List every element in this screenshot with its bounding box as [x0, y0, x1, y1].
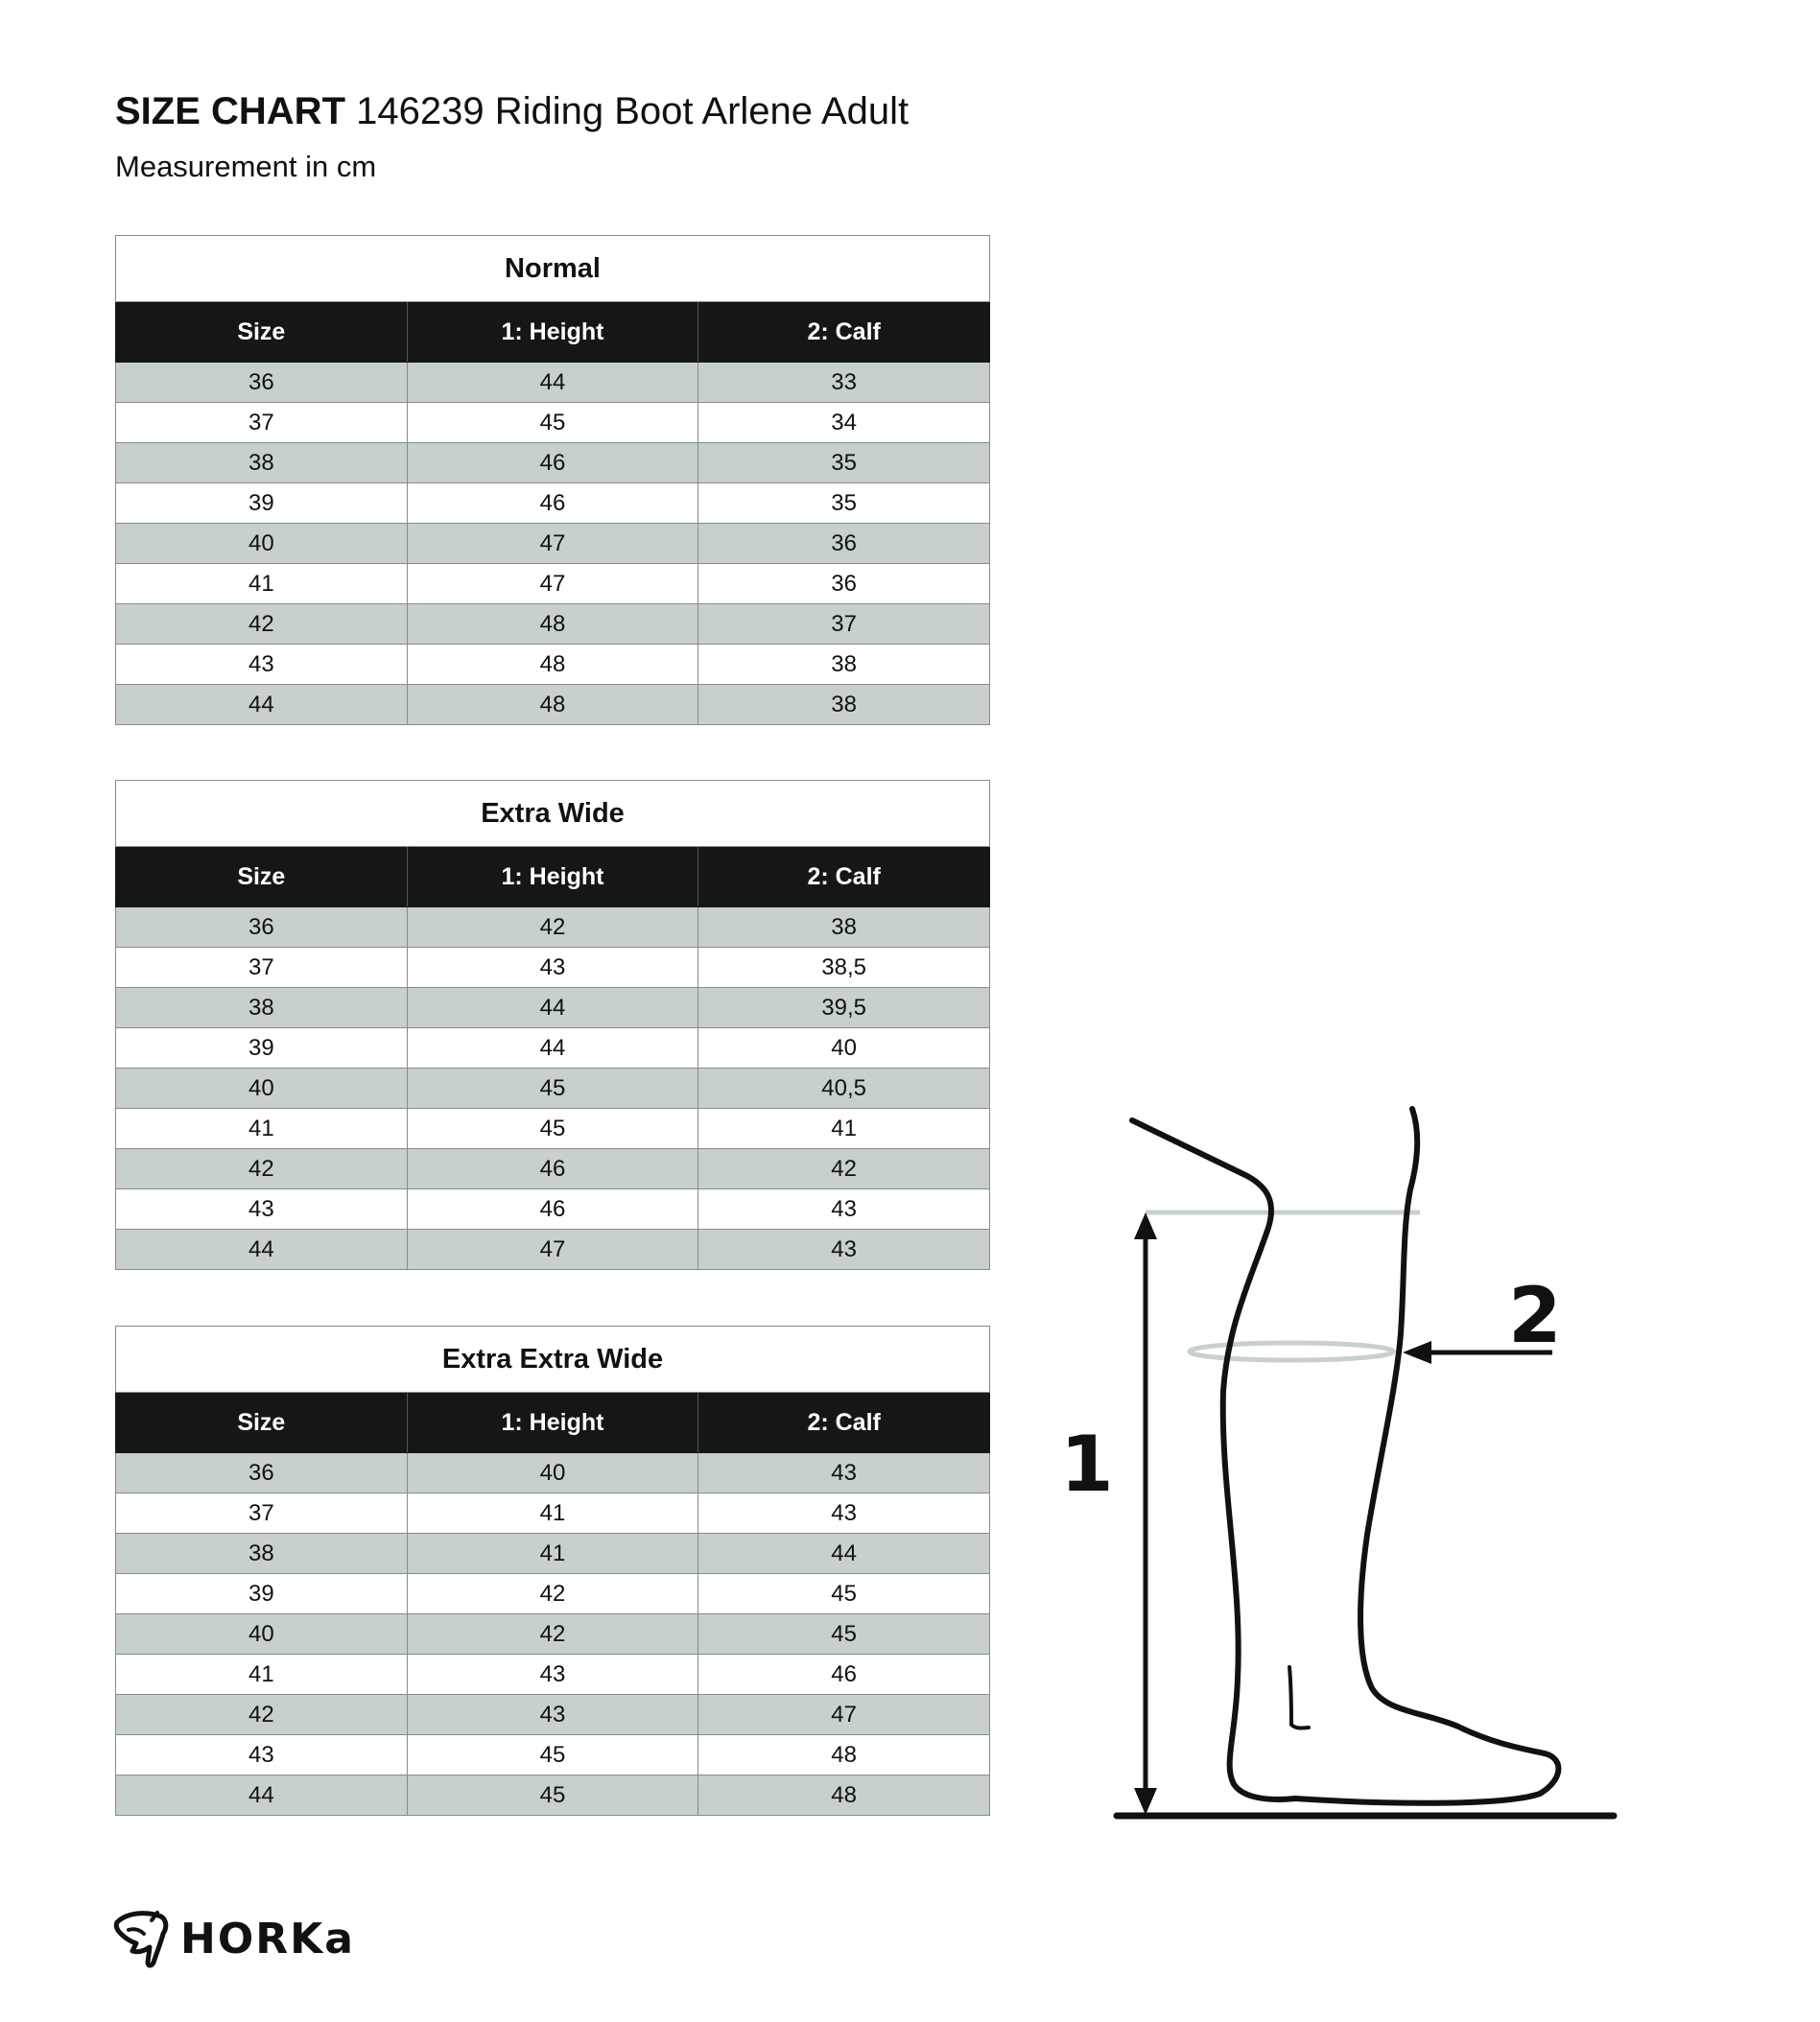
- cell-size: 37: [116, 948, 408, 988]
- table-row: [116, 604, 990, 645]
- cell-calf: 36: [698, 564, 990, 604]
- cell-size: 40: [116, 1614, 408, 1655]
- cell-height: 48: [407, 604, 698, 645]
- cell-height: 45: [407, 403, 698, 443]
- cell-size: 40: [116, 524, 408, 564]
- cell-size: 43: [116, 1189, 408, 1230]
- cell-calf: 35: [698, 443, 990, 483]
- brand-logo: [113, 1909, 355, 1968]
- leg-illustration: [1055, 1084, 1631, 1851]
- cell-height: 42: [407, 907, 698, 948]
- column-header-size: Size: [116, 847, 408, 907]
- cell-size: 43: [116, 1735, 408, 1775]
- cell-calf: 43: [698, 1493, 990, 1534]
- table-row: [116, 1189, 990, 1230]
- cell-height: 46: [407, 443, 698, 483]
- shin-outline: [1132, 1120, 1295, 1799]
- cell-size: 42: [116, 1695, 408, 1735]
- cell-size: 37: [116, 1493, 408, 1534]
- leg-measurement-diagram: [1055, 1084, 1631, 1856]
- table-row: [116, 363, 990, 403]
- cell-height: 48: [407, 645, 698, 685]
- cell-size: 36: [116, 907, 408, 948]
- cell-calf: 36: [698, 524, 990, 564]
- cell-size: 38: [116, 443, 408, 483]
- table-row: [116, 1775, 990, 1816]
- table-row: [116, 564, 990, 604]
- cell-height: 45: [407, 1775, 698, 1816]
- cell-size: 36: [116, 363, 408, 403]
- brand-name: HORKa: [180, 1914, 355, 1963]
- cell-height: 40: [407, 1453, 698, 1493]
- table-row: [116, 685, 990, 725]
- cell-calf: 38: [698, 685, 990, 725]
- cell-calf: 44: [698, 1534, 990, 1574]
- height-arrow-head-bottom: [1134, 1788, 1157, 1815]
- cell-height: 46: [407, 483, 698, 524]
- cell-height: 41: [407, 1493, 698, 1534]
- table-caption: Extra Wide: [116, 781, 990, 847]
- cell-calf: 38: [698, 645, 990, 685]
- cell-height: 48: [407, 685, 698, 725]
- page-title: [115, 88, 909, 134]
- cell-calf: 41: [698, 1109, 990, 1149]
- cell-height: 45: [407, 1069, 698, 1109]
- cell-size: 44: [116, 1230, 408, 1270]
- column-header-size: Size: [116, 302, 408, 363]
- table-row: [116, 1735, 990, 1775]
- table-row: [116, 1655, 990, 1695]
- cell-size: 39: [116, 483, 408, 524]
- cell-calf: 45: [698, 1574, 990, 1614]
- cell-height: 47: [407, 1230, 698, 1270]
- table-row: [116, 907, 990, 948]
- calf-circumference-ring: [1190, 1343, 1393, 1360]
- table-row: [116, 443, 990, 483]
- cell-height: 47: [407, 564, 698, 604]
- cell-height: 45: [407, 1109, 698, 1149]
- cell-height: 43: [407, 948, 698, 988]
- cell-height: 44: [407, 988, 698, 1028]
- table-row: [116, 1574, 990, 1614]
- calf-arrow-head: [1403, 1341, 1431, 1364]
- cell-calf: 48: [698, 1775, 990, 1816]
- cell-size: 42: [116, 604, 408, 645]
- table-row: [116, 1109, 990, 1149]
- cell-size: 40: [116, 1069, 408, 1109]
- table-row: [116, 1028, 990, 1069]
- cell-calf: 43: [698, 1189, 990, 1230]
- cell-calf: 39,5: [698, 988, 990, 1028]
- cell-size: 42: [116, 1149, 408, 1189]
- column-header-height: 1: Height: [407, 1393, 698, 1453]
- cell-height: 43: [407, 1655, 698, 1695]
- cell-height: 44: [407, 363, 698, 403]
- cell-height: 44: [407, 1028, 698, 1069]
- title-bold: SIZE CHART: [115, 90, 345, 132]
- cell-calf: 38,5: [698, 948, 990, 988]
- cell-calf: 48: [698, 1735, 990, 1775]
- cell-calf: 40,5: [698, 1069, 990, 1109]
- cell-size: 36: [116, 1453, 408, 1493]
- cell-calf: 35: [698, 483, 990, 524]
- cell-calf: 47: [698, 1695, 990, 1735]
- table-row: [116, 403, 990, 443]
- column-header-height: 1: Height: [407, 847, 698, 907]
- cell-size: 44: [116, 685, 408, 725]
- cell-height: 43: [407, 1695, 698, 1735]
- cell-height: 47: [407, 524, 698, 564]
- title-rest: 146239 Riding Boot Arlene Adult: [345, 90, 910, 132]
- table-caption: Extra Extra Wide: [116, 1327, 990, 1393]
- cell-size: 38: [116, 988, 408, 1028]
- column-header-height: 1: Height: [407, 302, 698, 363]
- cell-height: 46: [407, 1189, 698, 1230]
- cell-size: 43: [116, 645, 408, 685]
- cell-height: 45: [407, 1735, 698, 1775]
- size-table-extra-wide: [115, 780, 990, 1270]
- cell-height: 42: [407, 1574, 698, 1614]
- cell-size: 44: [116, 1775, 408, 1816]
- cell-calf: 34: [698, 403, 990, 443]
- cell-height: 46: [407, 1149, 698, 1189]
- table-row: [116, 1493, 990, 1534]
- size-table-extra-extra-wide: [115, 1326, 990, 1816]
- height-label: 1: [1060, 1420, 1114, 1509]
- height-arrow-head-top: [1134, 1212, 1157, 1239]
- page-subtitle: Measurement in cm: [115, 150, 377, 183]
- cell-size: 41: [116, 1109, 408, 1149]
- column-header-size: Size: [116, 1393, 408, 1453]
- table-row: [116, 1149, 990, 1189]
- table-row: [116, 1069, 990, 1109]
- column-header-calf: 2: Calf: [698, 847, 990, 907]
- table-row: [116, 1614, 990, 1655]
- cell-height: 42: [407, 1614, 698, 1655]
- cell-calf: 40: [698, 1028, 990, 1069]
- cell-size: 39: [116, 1028, 408, 1069]
- table-row: [116, 1453, 990, 1493]
- calf-label: 2: [1508, 1271, 1562, 1360]
- cell-size: 39: [116, 1574, 408, 1614]
- cell-size: 41: [116, 1655, 408, 1695]
- ankle-mark: [1289, 1667, 1309, 1728]
- table-caption: Normal: [116, 236, 990, 302]
- cell-calf: 43: [698, 1453, 990, 1493]
- table-row: [116, 645, 990, 685]
- size-table-normal: [115, 235, 990, 725]
- cell-calf: 42: [698, 1149, 990, 1189]
- cell-size: 41: [116, 564, 408, 604]
- table-row: [116, 1695, 990, 1735]
- table-row: [116, 988, 990, 1028]
- table-row: [116, 948, 990, 988]
- cell-calf: 43: [698, 1230, 990, 1270]
- cell-calf: 46: [698, 1655, 990, 1695]
- cell-calf: 33: [698, 363, 990, 403]
- column-header-calf: 2: Calf: [698, 302, 990, 363]
- cell-calf: 45: [698, 1614, 990, 1655]
- table-row: [116, 483, 990, 524]
- cell-height: 41: [407, 1534, 698, 1574]
- cell-size: 38: [116, 1534, 408, 1574]
- table-row: [116, 1230, 990, 1270]
- cell-calf: 37: [698, 604, 990, 645]
- table-row: [116, 1534, 990, 1574]
- cell-size: 37: [116, 403, 408, 443]
- cell-calf: 38: [698, 907, 990, 948]
- horse-head-icon: [113, 1909, 169, 1968]
- column-header-calf: 2: Calf: [698, 1393, 990, 1453]
- table-row: [116, 524, 990, 564]
